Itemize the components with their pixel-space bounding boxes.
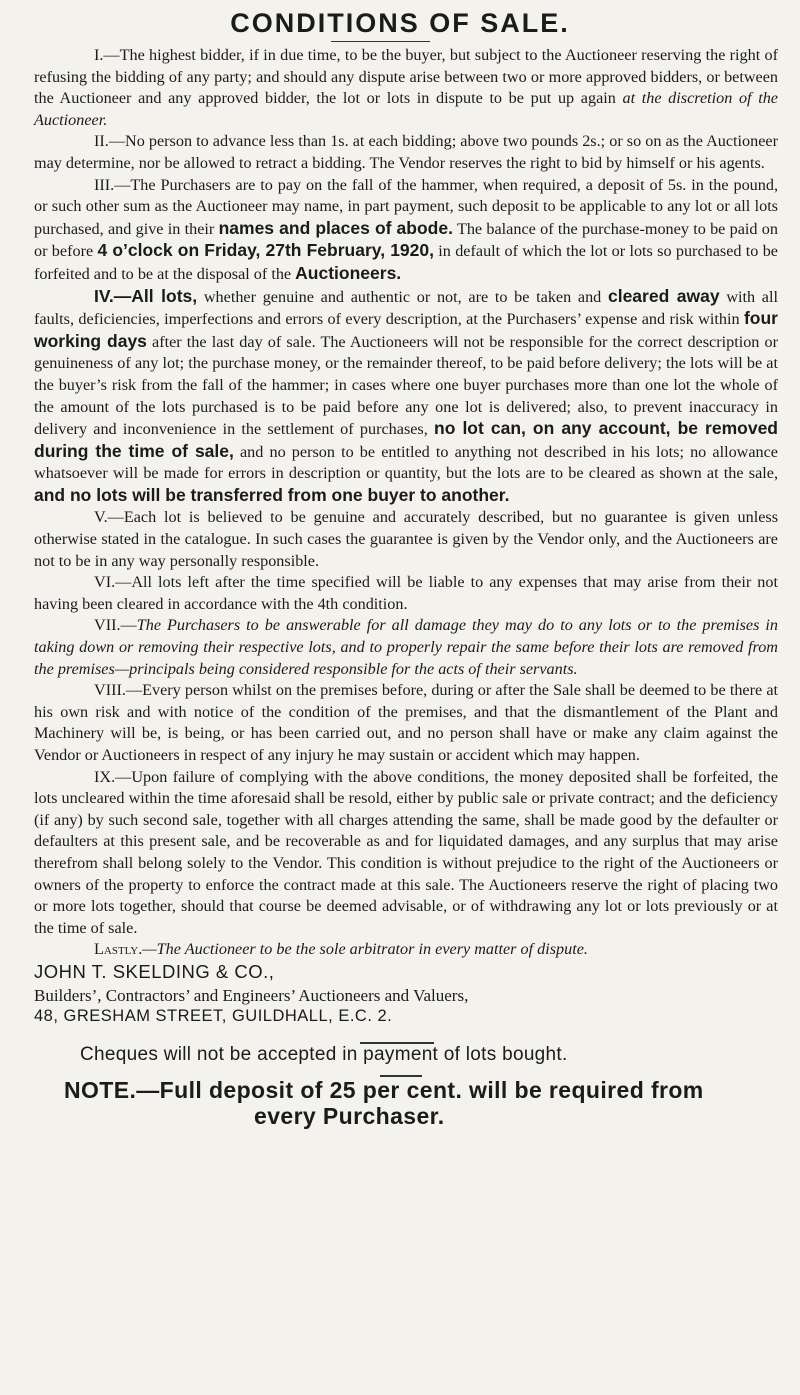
condition-4-text-f: after the last day of sale. The Auctioneers will not be responsible for the correct description or genuineness of any lot; the purchase money, or the remainder thereof, to be paid before delivery; the lots will be at the buyer’s risk from the fall of the hammer; in cases where one buyer purchases more than one lot the whole of the amount of the lots purchased is to be paid before any one lot is delivered; also, to prevent inaccuracy in delivery and inconvenience in the settlement of purchases, <box>34 332 779 439</box>
deposit-note-line-1: NOTE.—Full deposit of 25 per cent. will be required from <box>64 1077 704 1104</box>
condition-3-text-e: in default of which the lot or lots so purchased to be forfeited and to be at the disposal of the <box>34 242 778 283</box>
condition-lastly <box>34 939 778 961</box>
condition-3-bold-date: 4 o’clock on Friday, 27th February, 1920, <box>97 240 434 261</box>
title-underline <box>331 41 430 42</box>
condition-9: IX.—Upon failure of complying with the above conditions, the money deposited shall be forfeited, the lots uncleared within the time aforesaid shall be resold, either by public sale or private contract; and the deficiency (if any) by such second sale, together with all charges attending the same, shall be made good by the defaulter or defaulters at this present sale, and be recoverable as and for liquidated damages, and any surplus that may arise therefrom shall belong solely to the Vendor. This condition is without prejudice to the right of the Auctioneers or owners of the property to enforce the contract made at this sale. The Auctioneers reserve the right of placing two or more lots together, should that course be deemed advisable, or of withdrawing any lot or lots previously or at the time of sale. <box>34 767 778 937</box>
condition-2: II.—No person to advance less than 1s. at each bidding; above two pounds 2s.; or so on as the Auctioneer may determine, nor be allowed to retract a bidding. The Vendor reserves the right to bid by himself or his agents. <box>34 132 778 172</box>
condition-1-italic: at the discretion of the Auctioneer. <box>34 89 778 129</box>
deposit-note-line-2: every Purchaser. <box>254 1103 445 1130</box>
condition-4-text-d: with all faults, deficiencies, imperfections and errors of every description, at the Purchasers’ expense and risk within <box>34 287 778 329</box>
condition-7 <box>34 615 778 680</box>
condition-3-bold-auctioneers: Auctioneers. <box>295 262 402 283</box>
condition-4-bold-lead: IV.—All lots, <box>94 285 198 306</box>
firm-block <box>34 961 778 985</box>
condition-4 <box>34 286 778 508</box>
firm-address: 48, GRESHAM STREET, GUILDHALL, E.C. 2. <box>34 1007 393 1026</box>
condition-4-bold-days: four working days <box>34 308 778 351</box>
firm-description: Builders’, Contractors’ and Engineers’ Auctioneers and Valuers, <box>34 985 469 1005</box>
lastly-label: Lastly. <box>94 940 143 959</box>
condition-5: V.—Each lot is believed to be genuine and accurately described, but no guarantee is given unless otherwise stated in the catalogue. In such cases the guarantee is given by the Vendor only, and the Auctioneers are not to be in any way personally responsible. <box>34 508 778 570</box>
firm-name: JOHN T. SKELDING & CO., <box>34 960 275 982</box>
condition-1-text: I.—The highest bidder, if in due time, to be the buyer, but subject to the Auctioneer reserving the right of refusing the bidding of any party; and should any dispute arise between two or more approved bidders, or between the Auctioneer and any approved bidder, the lot or lots in dispute to be put up again <box>34 46 778 108</box>
condition-8: VIII.—Every person whilst on the premises before, during or after the Sale shall be deemed to be there at his own risk and with notice of the condition of the premises, and that the dismantlement of the Plant and Machinery will be, is being, or has been carried out, and no person shall have or make any claim against the Vendor or Auctioneers in respect of any injury he may sustain or accident which may happen. <box>34 681 778 764</box>
condition-7-number: VII.— <box>94 616 137 635</box>
cheques-notice: Cheques will not be accepted in payment of lots bought. <box>80 1043 568 1065</box>
condition-3-text-c: The balance of the purchase-money to be paid on or before <box>34 219 778 261</box>
condition-6: VI.—All lots left after the time specified will be liable to any expenses that may arise from their not having been cleared in accordance with the 4th condition. <box>34 573 778 613</box>
condition-4-bold-cleared: cleared away <box>607 285 720 306</box>
condition-3-bold-names: names and places of abode. <box>218 217 453 238</box>
conditions-body <box>34 45 778 1129</box>
condition-4-text-b: whether genuine and authentic or not, are to be taken and <box>197 287 608 306</box>
condition-4-text-h: and no person to be entitled to anything not described in his lots; no allowance whatsoever will be made for errors in description or quantity, but the lots are to be cleared as shown at the sale, <box>34 442 778 483</box>
condition-3 <box>34 175 778 286</box>
page-title: CONDITIONS OF SALE. <box>230 8 570 38</box>
condition-3-text-a: III.—The Purchasers are to pay on the fall of the hammer, when required, a deposit of 5s. in the pound, or such other sum as the Auctioneer may name, in part payment, such deposit to be applicable to any lot or all lots purchased, and give in their <box>34 175 778 238</box>
condition-1 <box>34 45 778 131</box>
lastly-text: —The Auctioneer to be the sole arbitrator in every matter of dispute. <box>142 940 588 959</box>
condition-4-bold-no-removal: no lot can, on any account, be removed during the time of sale, <box>34 418 778 461</box>
condition-7-italic: The Purchasers to be answerable for all damage they may do to any lots or to the premises in taking down or removing their respective lots, and to properly repair the same before their lots are removed from the premises—principals being considered responsible for the acts of their servants. <box>34 616 778 678</box>
condition-4-bold-no-transfer: and no lots will be transferred from one buyer to another. <box>34 484 510 505</box>
